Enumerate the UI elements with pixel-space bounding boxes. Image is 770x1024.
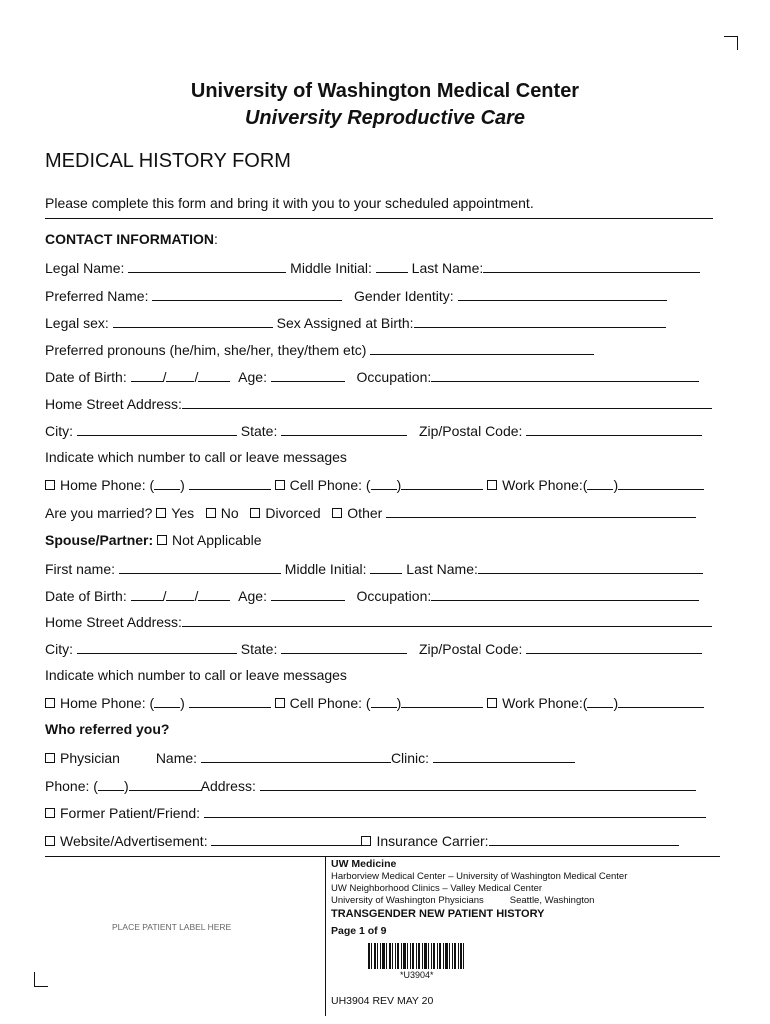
barcode-text: *U3904* [400,970,434,980]
married-other-checkbox[interactable] [332,508,342,518]
married-row: Are you married? Yes No Divorced Other [45,504,696,522]
patient-label-placeholder: PLACE PATIENT LABEL HERE [112,922,232,932]
work-phone-area-field[interactable] [587,476,613,490]
spouse-cell-phone-area-field[interactable] [371,694,397,708]
legal-name-row: Legal Name: Middle Initial: Last Name: [45,259,700,277]
footer-line-3: University of Washington Physicians Seattle, Washington [331,895,595,906]
age-field[interactable] [271,368,345,382]
spouse-work-phone-checkbox[interactable] [487,698,497,708]
state-field[interactable] [281,422,407,436]
home-phone-field[interactable] [189,476,271,490]
insurance-field[interactable] [489,832,679,846]
footer-line-2: UW Neighborhood Clinics – Valley Medical Center [331,883,543,894]
department-title: University Reproductive Care [244,107,526,129]
spouse-age-field[interactable] [271,587,345,601]
pronouns-field[interactable] [370,341,594,355]
zip-field[interactable] [526,422,702,436]
uw-medicine-label: UW Medicine [331,858,397,870]
dob-month-field[interactable] [131,368,163,382]
city-field[interactable] [77,422,237,436]
home-phone-checkbox[interactable] [45,480,55,490]
dob-row: Date of Birth: / / Age: Occupation: [45,368,699,386]
legal-sex-row: Legal sex: Sex Assigned at Birth: [45,314,666,332]
spouse-dob-month-field[interactable] [131,587,163,601]
married-no-checkbox[interactable] [206,508,216,518]
document-title: TRANSGENDER NEW PATIENT HISTORY [331,908,545,920]
phone-row: Home Phone: ( ) Cell Phone: ( ) Work Phone:( ) [45,476,704,494]
spouse-dob-day-field[interactable] [166,587,194,601]
former-patient-field[interactable] [204,804,706,818]
last-name-field[interactable] [483,259,700,273]
gender-identity-field[interactable] [458,287,667,301]
physician-row: Physician Name: Clinic: [45,749,575,767]
referral-phone-area-field[interactable] [98,777,124,791]
spouse-home-phone-checkbox[interactable] [45,698,55,708]
spouse-middle-initial-field[interactable] [370,560,402,574]
home-address-row: Home Street Address: [45,395,712,413]
form-title: MEDICAL HISTORY FORM [45,150,291,172]
referral-address-field[interactable] [260,777,696,791]
physician-clinic-field[interactable] [433,749,575,763]
crop-mark-top-right [724,36,738,50]
home-address-field[interactable] [182,395,712,409]
work-phone-field[interactable] [618,476,704,490]
insurance-checkbox[interactable] [361,836,371,846]
spouse-city-row: City: State: Zip/Postal Code: [45,640,702,658]
barcode-icon [368,943,464,969]
cell-phone-checkbox[interactable] [275,480,285,490]
spouse-phone-row: Home Phone: ( ) Cell Phone: ( ) Work Phone:( ) [45,694,704,712]
spouse-state-field[interactable] [281,640,407,654]
footer-top-rule [45,856,720,857]
spouse-work-phone-field[interactable] [618,694,704,708]
spouse-indicate-phone-note: Indicate which number to call or leave messages [45,667,347,683]
occupation-field[interactable] [431,368,699,382]
instructions: Please complete this form and bring it with you to your scheduled appointment. [45,195,534,211]
spouse-name-row: First name: Middle Initial: Last Name: [45,560,703,578]
website-row: Website/Advertisement: Insurance Carrier: [45,832,679,850]
spouse-first-name-field[interactable] [119,560,281,574]
spouse-last-name-field[interactable] [478,560,703,574]
married-yes-checkbox[interactable] [156,508,166,518]
footer-line-1: Harborview Medical Center – University of Washington Medical Center [331,871,628,882]
physician-checkbox[interactable] [45,753,55,763]
crop-mark-bottom-left [34,972,48,987]
form-code: UH3904 REV MAY 20 [331,995,434,1007]
dob-year-field[interactable] [198,368,230,382]
legal-name-field[interactable] [128,259,286,273]
physician-name-field[interactable] [201,749,391,763]
dob-day-field[interactable] [166,368,194,382]
pronouns-row: Preferred pronouns (he/him, she/her, they/them etc) [45,341,594,359]
spouse-not-applicable-checkbox[interactable] [157,535,167,545]
website-checkbox[interactable] [45,836,55,846]
spouse-dob-row: Date of Birth: / / Age: Occupation: [45,587,699,605]
preferred-name-field[interactable] [152,287,342,301]
spouse-home-phone-field[interactable] [189,694,271,708]
spouse-occupation-field[interactable] [431,587,699,601]
cell-phone-field[interactable] [401,476,483,490]
spouse-cell-phone-field[interactable] [401,694,483,708]
page-number: Page 1 of 9 [331,925,387,937]
married-divorced-checkbox[interactable] [250,508,260,518]
spouse-address-field[interactable] [182,613,712,627]
city-row: City: State: Zip/Postal Code: [45,422,702,440]
spouse-dob-year-field[interactable] [198,587,230,601]
middle-initial-field[interactable] [376,259,408,273]
spouse-address-row: Home Street Address: [45,613,712,631]
website-field[interactable] [211,832,361,846]
spouse-cell-phone-checkbox[interactable] [275,698,285,708]
institution-title: University of Washington Medical Center [190,80,580,102]
married-other-field[interactable] [386,504,696,518]
divider [45,218,713,219]
former-patient-row: Former Patient/Friend: [45,804,706,822]
indicate-phone-note: Indicate which number to call or leave messages [45,449,347,465]
legal-sex-field[interactable] [113,314,273,328]
home-phone-area-field[interactable] [154,476,180,490]
footer-divider [325,856,326,1016]
referral-phone-row: Phone: ( ) Address: [45,777,696,795]
cell-phone-area-field[interactable] [371,476,397,490]
spouse-zip-field[interactable] [526,640,702,654]
spouse-work-phone-area-field[interactable] [587,694,613,708]
preferred-name-row: Preferred Name: Gender Identity: [45,287,667,305]
referral-phone-field[interactable] [129,777,201,791]
former-patient-checkbox[interactable] [45,808,55,818]
spouse-home-phone-area-field[interactable] [154,694,180,708]
spouse-city-field[interactable] [77,640,237,654]
spouse-heading-row: Spouse/Partner: Not Applicable [45,532,262,548]
contact-section-heading: CONTACT INFORMATION: [45,231,218,247]
work-phone-checkbox[interactable] [487,480,497,490]
referral-heading: Who referred you? [45,721,170,737]
sex-assigned-field[interactable] [414,314,666,328]
